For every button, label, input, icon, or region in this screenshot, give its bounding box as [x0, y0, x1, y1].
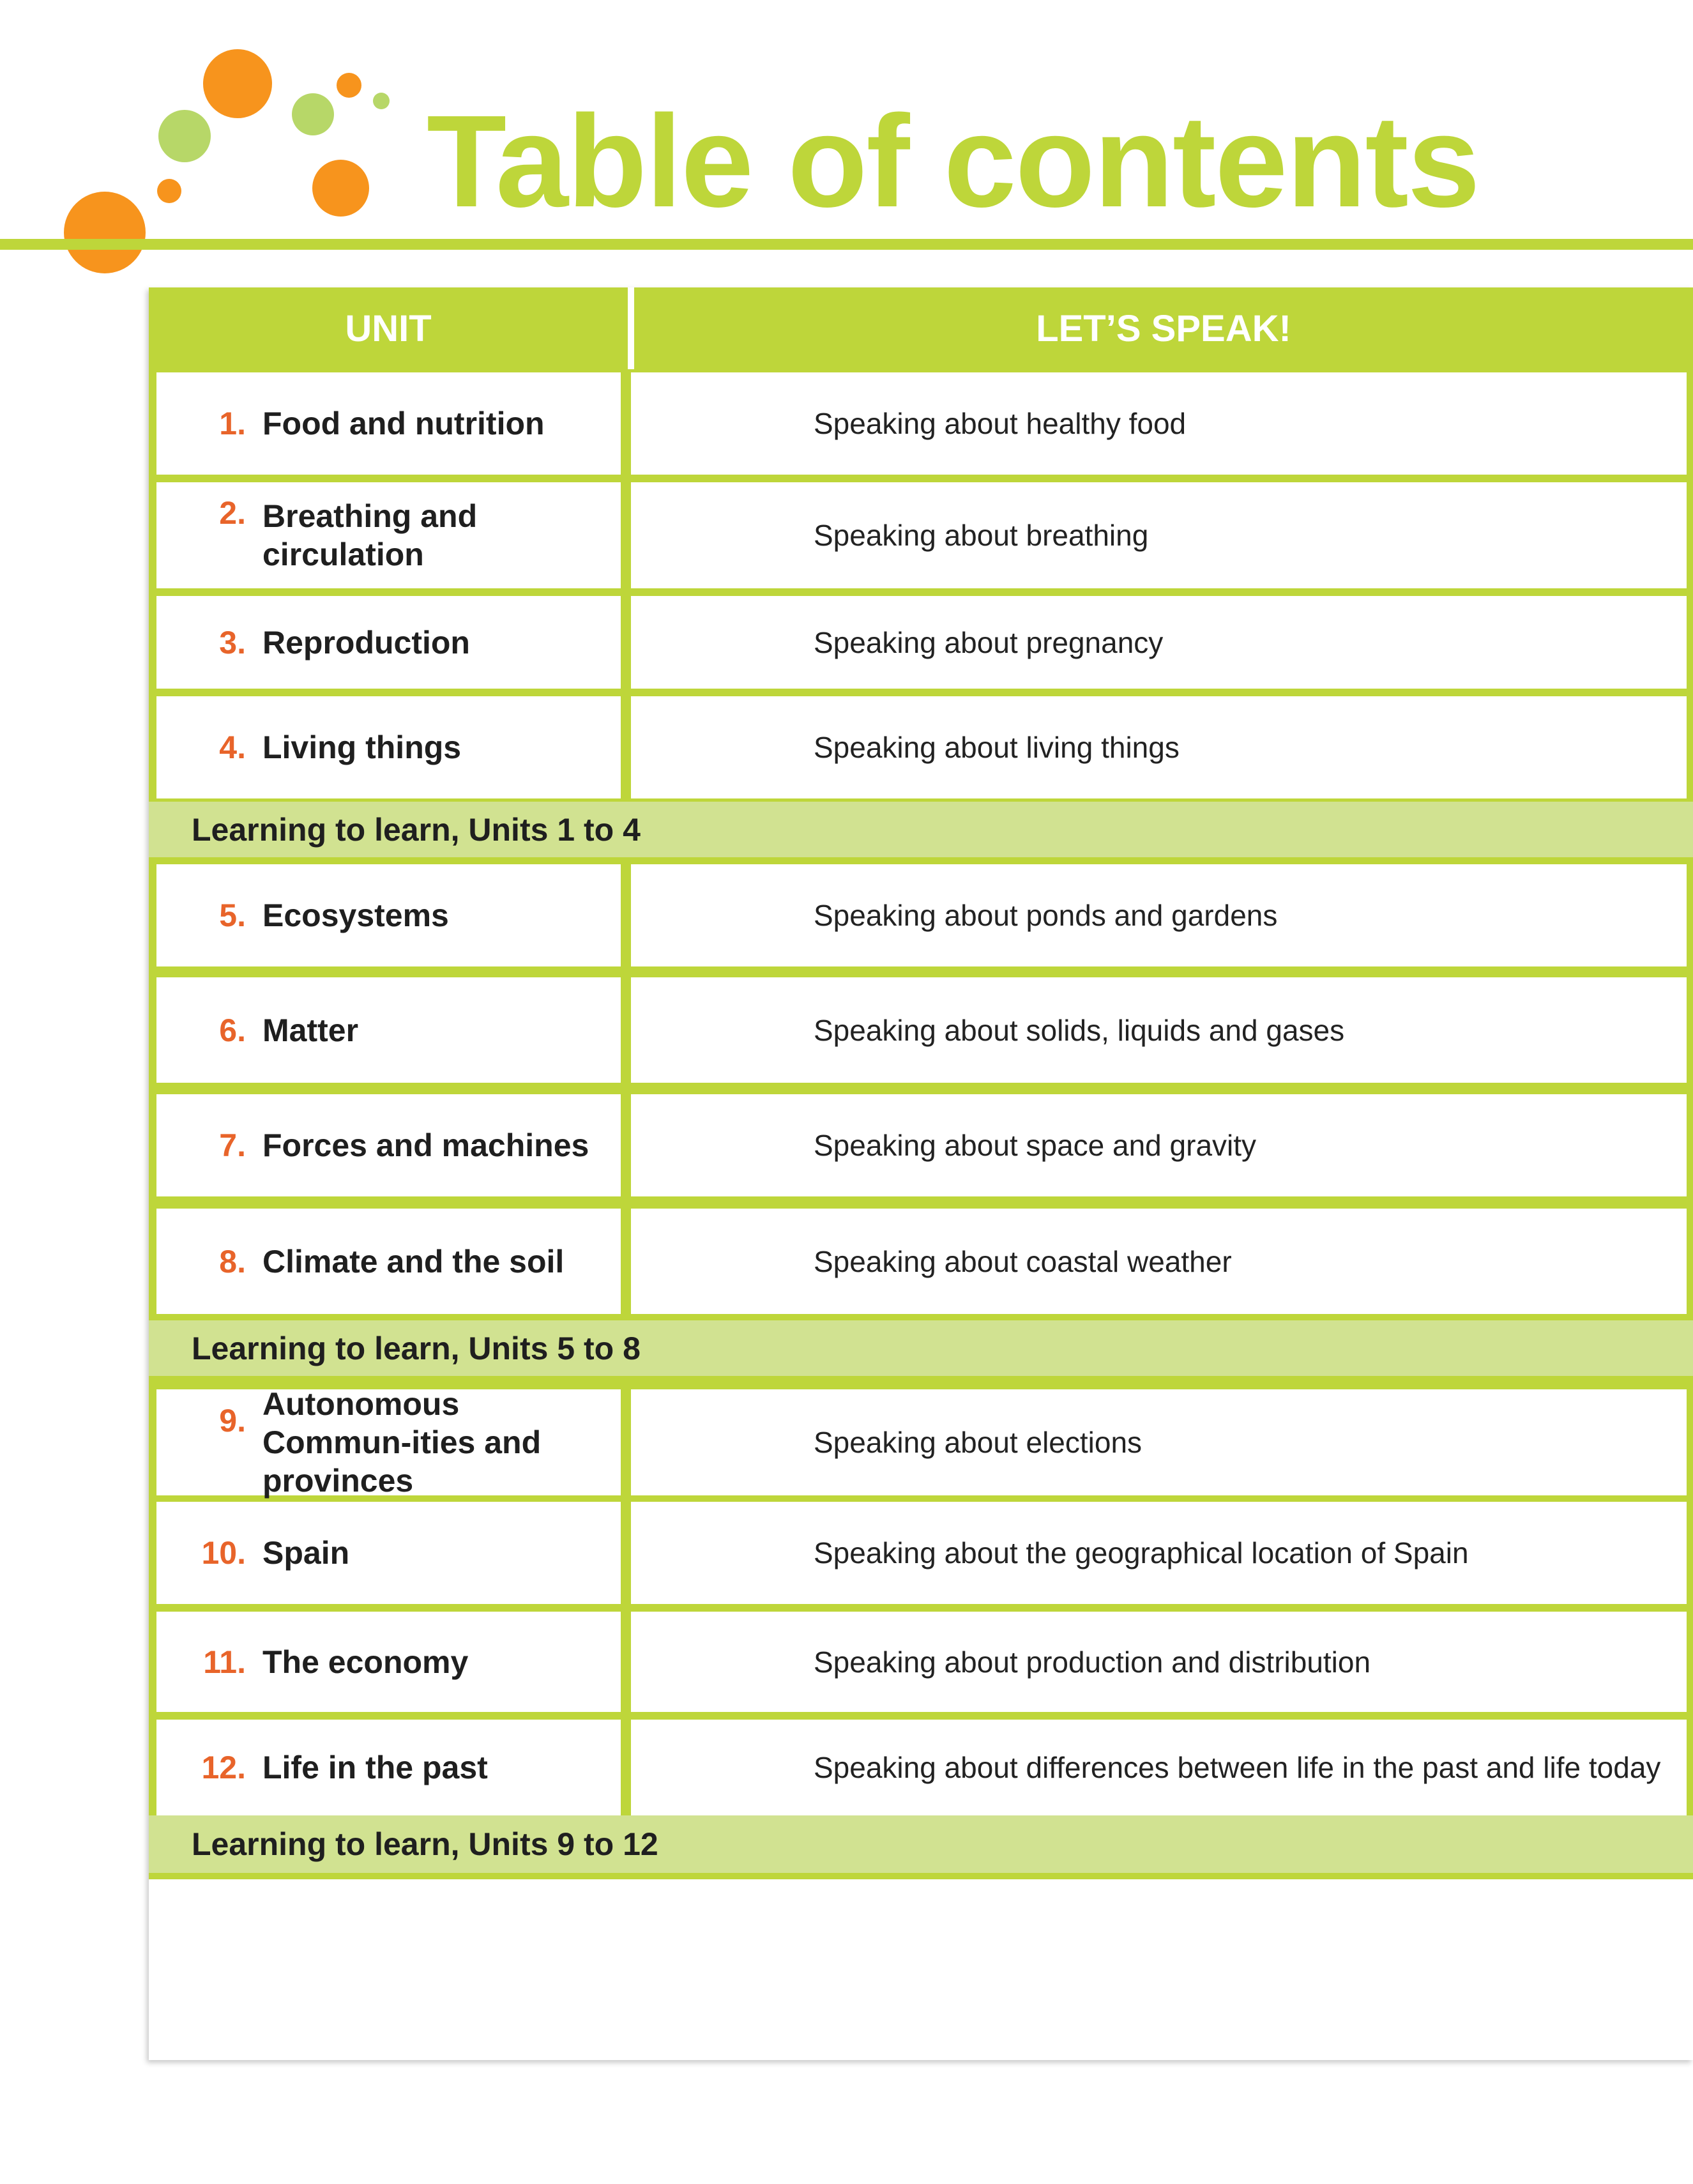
table-row: [149, 1612, 1693, 1712]
unit-number: 6.: [219, 1012, 246, 1048]
decor-bubble: [312, 160, 369, 217]
unit-cell: [156, 977, 621, 1083]
unit-name: Forces and machines: [262, 1127, 589, 1163]
unit-name: Autonomous Commun-ities and provinces: [262, 1386, 542, 1499]
unit-number: 5.: [219, 897, 246, 933]
speak-text: Speaking about differences between life in the past and life today: [814, 1751, 1661, 1784]
unit-name: Spain: [262, 1535, 350, 1571]
unit-name: Food and nutrition: [262, 406, 545, 441]
unit-cell: [156, 596, 621, 689]
contents-table: [149, 287, 1693, 1879]
table-row: [149, 1209, 1693, 1314]
unit-number: 2.: [219, 495, 246, 531]
table-header: [149, 287, 1693, 369]
decor-bubble: [157, 179, 181, 203]
unit-cell: [156, 372, 621, 475]
unit-name: Life in the past: [262, 1750, 488, 1785]
learning-to-learn-row: [149, 1320, 1693, 1376]
speak-text: Speaking about breathing: [814, 519, 1149, 552]
decor-bubble: [373, 93, 390, 109]
table-row: [149, 596, 1693, 689]
page-title: Table of contents: [427, 88, 1479, 234]
speak-cell: [631, 864, 1687, 966]
unit-cell: [156, 696, 621, 798]
unit-number: 1.: [219, 406, 246, 441]
unit-cell: [156, 1386, 621, 1499]
unit-name: Living things: [262, 729, 462, 765]
speak-text: Speaking about ponds and gardens: [814, 899, 1278, 932]
learning-to-learn-label: Learning to learn, Units 5 to 8: [192, 1330, 641, 1366]
unit-number: 7.: [219, 1127, 246, 1163]
table-row: [149, 1094, 1693, 1196]
unit-name: Matter: [262, 1012, 359, 1048]
table-row: [149, 1386, 1693, 1499]
speak-cell: [631, 1612, 1687, 1712]
unit-cell: [156, 482, 621, 588]
speak-cell: [631, 1209, 1687, 1314]
learning-to-learn-row: [149, 802, 1693, 857]
speak-text: Speaking about healthy food: [814, 407, 1187, 440]
header-lets-speak: LET’S SPEAK!: [1036, 307, 1291, 349]
speak-cell: [631, 696, 1687, 798]
unit-cell: [156, 1094, 621, 1196]
decor-bubble: [292, 93, 334, 135]
unit-number: 10.: [201, 1535, 246, 1571]
unit-cell: [156, 1720, 621, 1815]
learning-to-learn-row: [149, 1815, 1693, 1873]
speak-cell: [631, 372, 1687, 475]
speak-cell: [631, 1720, 1687, 1815]
table-row: [149, 1502, 1693, 1604]
speak-cell: [631, 977, 1687, 1083]
table-row: [149, 864, 1693, 966]
speak-cell: [631, 482, 1687, 588]
unit-number: 9.: [219, 1403, 246, 1439]
unit-number: 3.: [219, 624, 246, 661]
speak-text: Speaking about coastal weather: [814, 1244, 1232, 1278]
decor-bubble: [337, 73, 361, 98]
speak-cell: [631, 1094, 1687, 1196]
title-rule: [0, 239, 1693, 250]
decor-bubble: [203, 49, 272, 118]
unit-name: Reproduction: [262, 624, 470, 661]
table-row: [149, 696, 1693, 798]
speak-text: Speaking about the geographical location of Spain: [814, 1536, 1469, 1569]
speak-text: Speaking about production and distribution: [814, 1645, 1371, 1679]
unit-cell: [156, 1502, 621, 1604]
unit-name: Climate and the soil: [262, 1243, 565, 1279]
table-row: [149, 1720, 1693, 1815]
speak-cell: [631, 1502, 1687, 1604]
speak-text: Speaking about elections: [814, 1426, 1143, 1459]
header-divider: [628, 287, 634, 369]
decor-bubble: [158, 110, 211, 162]
table-row: [149, 977, 1693, 1083]
speak-text: Speaking about space and gravity: [814, 1129, 1257, 1162]
learning-to-learn-label: Learning to learn, Units 1 to 4: [192, 811, 641, 848]
unit-cell: [156, 1612, 621, 1712]
unit-number: 4.: [219, 729, 246, 765]
unit-cell: [156, 864, 621, 966]
unit-number: 11.: [203, 1644, 246, 1680]
table-row: [149, 482, 1693, 588]
decor-bubble: [64, 192, 146, 273]
speak-text: Speaking about solids, liquids and gases: [814, 1013, 1345, 1047]
unit-cell: [156, 1209, 621, 1314]
table-row: [149, 372, 1693, 475]
unit-number: 8.: [219, 1243, 246, 1279]
speak-text: Speaking about pregnancy: [814, 625, 1164, 659]
learning-to-learn-label: Learning to learn, Units 9 to 12: [192, 1826, 658, 1862]
speak-text: Speaking about living things: [814, 731, 1180, 764]
speak-cell: [631, 1389, 1687, 1495]
unit-name: Breathing and circulation: [262, 498, 478, 572]
header-unit: UNIT: [345, 307, 432, 349]
speak-cell: [631, 596, 1687, 689]
unit-name: The economy: [262, 1644, 469, 1680]
unit-name: Ecosystems: [262, 897, 449, 933]
unit-number: 12.: [201, 1750, 246, 1785]
